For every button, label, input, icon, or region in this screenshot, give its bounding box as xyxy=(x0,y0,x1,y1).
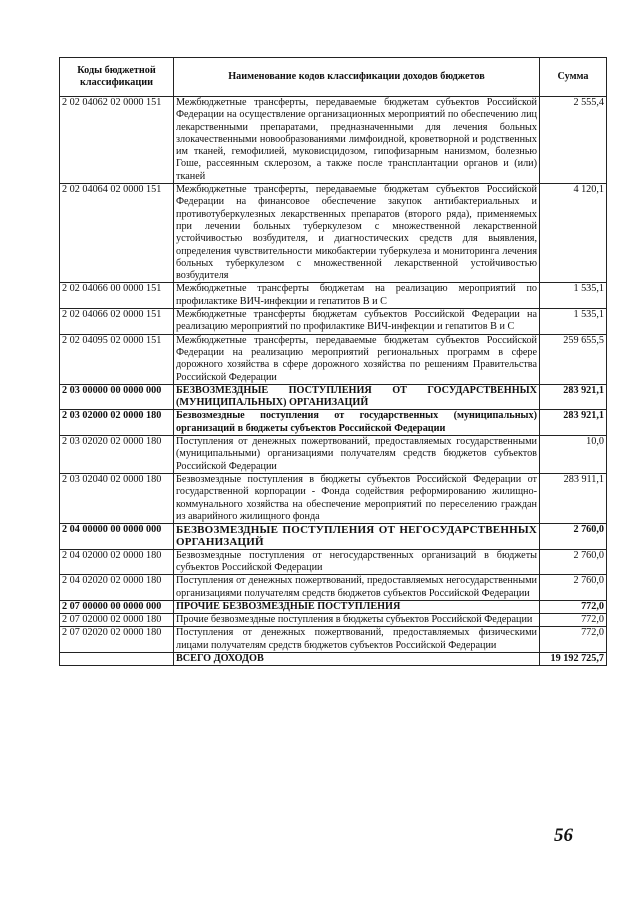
row-sum: 4 120,1 xyxy=(540,184,607,283)
header-code: Коды бюджетной классификации xyxy=(60,58,174,97)
table-body xyxy=(60,97,607,666)
row-sum: 19 192 725,7 xyxy=(540,653,607,666)
table-row xyxy=(60,334,607,384)
header-sum: Сумма xyxy=(540,58,607,97)
row-code: 2 04 02020 02 0000 180 xyxy=(60,575,174,601)
row-code: 2 03 00000 00 0000 000 xyxy=(60,384,174,410)
table-row xyxy=(60,653,607,666)
row-code: 2 03 02000 02 0000 180 xyxy=(60,410,174,436)
row-sum: 283 911,1 xyxy=(540,473,607,523)
row-code xyxy=(60,653,174,666)
row-sum: 10,0 xyxy=(540,436,607,474)
row-code: 2 02 04066 00 0000 151 xyxy=(60,283,174,309)
row-sum: 772,0 xyxy=(540,627,607,653)
row-name: Поступления от денежных пожертвований, предоставляемых государственными (муниципальными) организациями получателям средств бюджетов субъектов Российской Федерации xyxy=(174,436,540,474)
row-sum: 2 555,4 xyxy=(540,97,607,184)
table-row xyxy=(60,309,607,335)
page-number: 56 xyxy=(554,825,573,846)
row-sum: 1 535,1 xyxy=(540,309,607,335)
row-name: Межбюджетные трансферты бюджетам на реализацию мероприятий по профилактике ВИЧ-инфекции и гепатитов В и С xyxy=(174,283,540,309)
row-name: БЕЗВОЗМЕЗДНЫЕ ПОСТУПЛЕНИЯ ОТ НЕГОСУДАРСТВЕННЫХ ОРГАНИЗАЦИЙ xyxy=(174,524,540,550)
table-row xyxy=(60,614,607,627)
row-sum: 2 760,0 xyxy=(540,524,607,550)
row-code: 2 02 04064 02 0000 151 xyxy=(60,184,174,283)
row-name: Поступления от денежных пожертвований, предоставляемых негосударственными организациями получателям средств бюджетов субъектов Российской Федерации xyxy=(174,575,540,601)
row-name: Межбюджетные трансферты бюджетам субъектов Российской Федерации на реализацию мероприятий по профилактике ВИЧ-инфекции и гепатитов В и С xyxy=(174,309,540,335)
row-sum: 1 535,1 xyxy=(540,283,607,309)
table-row xyxy=(60,627,607,653)
table-row xyxy=(60,436,607,474)
row-sum: 2 760,0 xyxy=(540,549,607,575)
row-code: 2 03 02020 02 0000 180 xyxy=(60,436,174,474)
row-sum: 283 921,1 xyxy=(540,410,607,436)
row-name: Межбюджетные трансферты, передаваемые бюджетам субъектов Российской Федерации на финансовое обеспечение закупок антибактериальных и противотуберкулезных лекарственных препаратов (второго ряда), применяемых при лечении больных туберкулезом с множественной лекарственной устойчивостью возбудителя, и диагностических средств для выявления, определения чувствительности микобактерии туберкулеза и мониторинга лечения больных туберкулезом с множественной лекарственной устойчивостью возбудителя xyxy=(174,184,540,283)
row-code: 2 03 02040 02 0000 180 xyxy=(60,473,174,523)
row-name: Безвозмездные поступления от государственных (муниципальных) организаций в бюджеты субъектов Российской Федерации xyxy=(174,410,540,436)
table-row xyxy=(60,97,607,184)
table-row xyxy=(60,384,607,410)
row-sum: 283 921,1 xyxy=(540,384,607,410)
row-name: ПРОЧИЕ БЕЗВОЗМЕЗДНЫЕ ПОСТУПЛЕНИЯ xyxy=(174,600,540,613)
header-name: Наименование кодов классификации доходов бюджетов xyxy=(174,58,540,97)
row-sum: 772,0 xyxy=(540,600,607,613)
income-classification-table xyxy=(59,57,607,666)
row-code: 2 02 04066 02 0000 151 xyxy=(60,309,174,335)
row-code: 2 02 04062 02 0000 151 xyxy=(60,97,174,184)
row-name: Безвозмездные поступления в бюджеты субъектов Российской Федерации от государственной корпорации - Фонда содействия реформированию жилищно-коммунального хозяйства на обеспечение мероприятий по переселению граждан из аварийного жилищного фонда xyxy=(174,473,540,523)
row-code: 2 04 02000 02 0000 180 xyxy=(60,549,174,575)
row-name: БЕЗВОЗМЕЗДНЫЕ ПОСТУПЛЕНИЯ ОТ ГОСУДАРСТВЕННЫХ (МУНИЦИПАЛЬНЫХ) ОРГАНИЗАЦИЙ xyxy=(174,384,540,410)
row-name: Прочие безвозмездные поступления в бюджеты субъектов Российской Федерации xyxy=(174,614,540,627)
row-code: 2 07 00000 00 0000 000 xyxy=(60,600,174,613)
row-name: ВСЕГО ДОХОДОВ xyxy=(174,653,540,666)
table-row xyxy=(60,524,607,550)
table-row xyxy=(60,283,607,309)
row-name: Межбюджетные трансферты, передаваемые бюджетам субъектов Российской Федерации на осуществление организационных мероприятий по обеспечению лиц лекарственными препаратами, предназначенными для лечения больных злокачественными новообразованиями лимфоидной, кроветворной и родственных им тканей, гемофилией, муковисцидозом, гипофизарным нанизмом, болезнью Гоше, рассеянным склерозом, а также после трансплантации органов и (или) тканей xyxy=(174,97,540,184)
row-name: Межбюджетные трансферты, передаваемые бюджетам субъектов Российской Федерации на реализацию мероприятий региональных программ в сфере дорожного хозяйства в сфере дорожного хозяйства по решениям Правительства Российской Федерации xyxy=(174,334,540,384)
row-code: 2 07 02000 02 0000 180 xyxy=(60,614,174,627)
table-row xyxy=(60,575,607,601)
row-sum: 772,0 xyxy=(540,614,607,627)
table-row xyxy=(60,600,607,613)
table-row xyxy=(60,549,607,575)
table-header-row xyxy=(60,58,607,97)
table-row xyxy=(60,184,607,283)
row-name: Поступления от денежных пожертвований, предоставляемых физическими лицами получателям средств бюджетов субъектов Российской Федерации xyxy=(174,627,540,653)
table-row xyxy=(60,473,607,523)
table-row xyxy=(60,410,607,436)
row-code: 2 02 04095 02 0000 151 xyxy=(60,334,174,384)
row-code: 2 04 00000 00 0000 000 xyxy=(60,524,174,550)
row-name: Безвозмездные поступления от негосударственных организаций в бюджеты субъектов Российской Федерации xyxy=(174,549,540,575)
row-sum: 259 655,5 xyxy=(540,334,607,384)
row-sum: 2 760,0 xyxy=(540,575,607,601)
row-code: 2 07 02020 02 0000 180 xyxy=(60,627,174,653)
